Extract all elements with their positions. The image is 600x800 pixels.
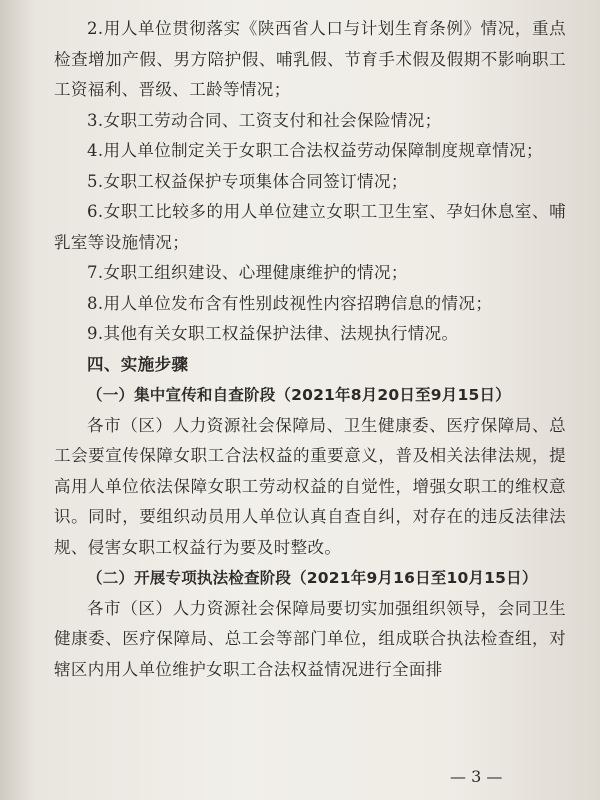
stage1-heading: （一）集中宣传和自查阶段（2021年8月20日至9月15日） [87,386,511,404]
list-item-2: 2.用人单位贯彻落实《陕西省人口与计划生育条例》情况，重点检查增加产假、男方陪护假、哺乳假、节育手术假及假期不影响职工工资福利、晋级、工龄等情况； [54,19,566,99]
list-item-7: 7.女职工组织建设、心理健康维护的情况； [87,263,408,282]
list-item-9: 9.其他有关女职工权益保护法律、法规执行情况。 [87,324,459,343]
list-item-4: 4.用人单位制定关于女职工合法权益劳动保障制度规章情况； [87,141,543,160]
list-item-3: 3.女职工劳动合同、工资支付和社会保险情况； [87,110,442,130]
page-number: — 3 — [450,767,503,786]
document-body [54,14,566,685]
stage2-body: 各市（区）人力资源社会保障局要切实加强组织领导，会同卫生健康委、医疗保障局、总工会等部门单位，组成联合执法检查组，对辖区内用人单位维护女职工合法权益情况进行全面排 [54,598,566,679]
list-item-6: 6.女职工比较多的用人单位建立女职工卫生室、孕妇休息室、哺乳室等设施情况； [54,202,566,252]
stage2-heading: （二）开展专项执法检查阶段（2021年9月16日至10月15日） [87,569,538,587]
section-heading-implementation-steps: 四、实施步骤 [87,354,189,374]
stage1-body: 各市（区）人力资源社会保障局、卫生健康委、医疗保障局、总工会要宣传保障女职工合法权益的重要意义，普及相关法律法规，提高用人单位依法保障女职工劳动权益的自觉性，增强女职工的维权意识。同时，要组织动员用人单位认真自查自纠，对存在的违反法律法规、侵害女职工权益行为要及时整改。 [54,415,566,557]
list-item-5: 5.女职工权益保护专项集体合同签订情况； [87,171,408,191]
list-item-8: 8.用人单位发布含有性别歧视性内容招聘信息的情况； [87,293,493,313]
